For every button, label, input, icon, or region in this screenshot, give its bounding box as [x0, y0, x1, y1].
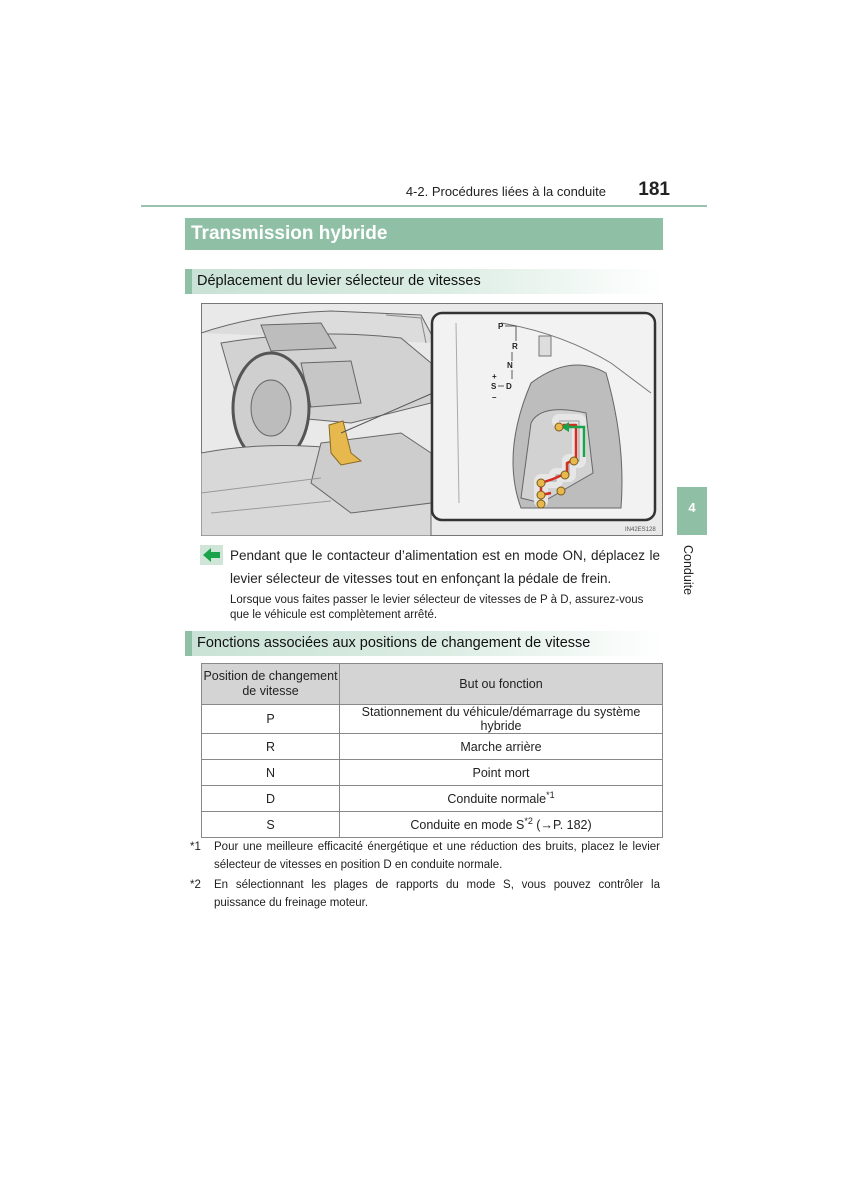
footnote-ref: *2 [524, 816, 533, 827]
table-cell-function: Point mort [340, 760, 663, 786]
table-cell-position: R [202, 734, 340, 760]
section-heading-functions [185, 631, 663, 656]
step-note: Lorsque vous faites passer le levier sélecteur de vitesses de P à D, assurez-vous que le véhicule est complètement arrêté. [230, 594, 644, 621]
shift-lever-illustration [201, 303, 663, 536]
section-heading-text: Déplacement du levier sélecteur de vitesses [197, 273, 481, 289]
table-row [202, 812, 663, 838]
table-header-function: But ou fonction [340, 664, 663, 705]
table-cell-function: Marche arrière [340, 734, 663, 760]
gate-label-minus: – [492, 393, 497, 402]
chapter-tab[interactable] [677, 487, 707, 535]
gate-label-n: N [507, 361, 513, 370]
footnote-text: En sélectionnant les plages de rapports du mode S, vous pouvez contrôler la puissance du freinage moteur. [214, 879, 660, 909]
footnote-mark: *1 [190, 841, 201, 853]
green-left-arrow-icon [200, 545, 223, 565]
table-row [202, 786, 663, 812]
table-header-row [202, 664, 663, 705]
table-cell-position: D [202, 786, 340, 812]
page-number: 181 [638, 179, 670, 200]
section-heading-bar [185, 631, 192, 656]
table-cell-position: N [202, 760, 340, 786]
footnote-mark: *2 [190, 879, 201, 891]
footnote-1 [190, 838, 660, 874]
chapter-label-text: Conduite [681, 545, 695, 596]
footnote-2 [190, 876, 660, 912]
header-rule [141, 205, 707, 207]
table-row [202, 705, 663, 734]
footnote-ref: *1 [546, 790, 555, 801]
step-instruction: Pendant que le contacteur d’alimentation est en mode ON, déplacez le levier sélecteur de vitesses tout en enfonçant la pédale de frein. [230, 548, 660, 586]
table-cell-position: S [202, 812, 340, 838]
section-heading-bar [185, 269, 192, 294]
table-cell-function [340, 786, 663, 812]
table-row [202, 734, 663, 760]
page-title-bar [185, 218, 663, 250]
table-cell-function: Stationnement du véhicule/démarrage du système hybride [340, 705, 663, 734]
chapter-label [681, 545, 701, 615]
table-row [202, 760, 663, 786]
chapter-number: 4 [688, 500, 696, 515]
page-reference-link[interactable]: (→P. 182) [532, 818, 592, 833]
gate-label-s: S [491, 382, 497, 391]
section-heading-text: Fonctions associées aux positions de changement de vitesse [197, 635, 591, 651]
gate-label-r: R [512, 342, 518, 351]
gate-label-d: D [506, 382, 512, 391]
footnote-text: Pour une meilleure efficacité énergétique et une réduction des bruits, placez le levier sélecteur de vitesses en position D en conduite normale. [214, 841, 660, 871]
header-section-title: 4-2. Procédures liées à la conduite [405, 184, 606, 199]
gate-label-plus: + [492, 372, 497, 381]
section-heading-lever [185, 269, 663, 294]
function-text: Conduite en mode S [410, 818, 525, 833]
table-cell-position: P [202, 705, 340, 734]
table-header-position: Position de changement de vitesse [202, 664, 340, 705]
figure-code: IN42ES128 [625, 527, 656, 533]
function-text: Conduite normale [447, 792, 547, 807]
page-title: Transmission hybride [191, 223, 388, 244]
shift-position-table [201, 663, 663, 838]
table-cell-function [340, 812, 663, 838]
gate-label-p: P [498, 322, 504, 331]
